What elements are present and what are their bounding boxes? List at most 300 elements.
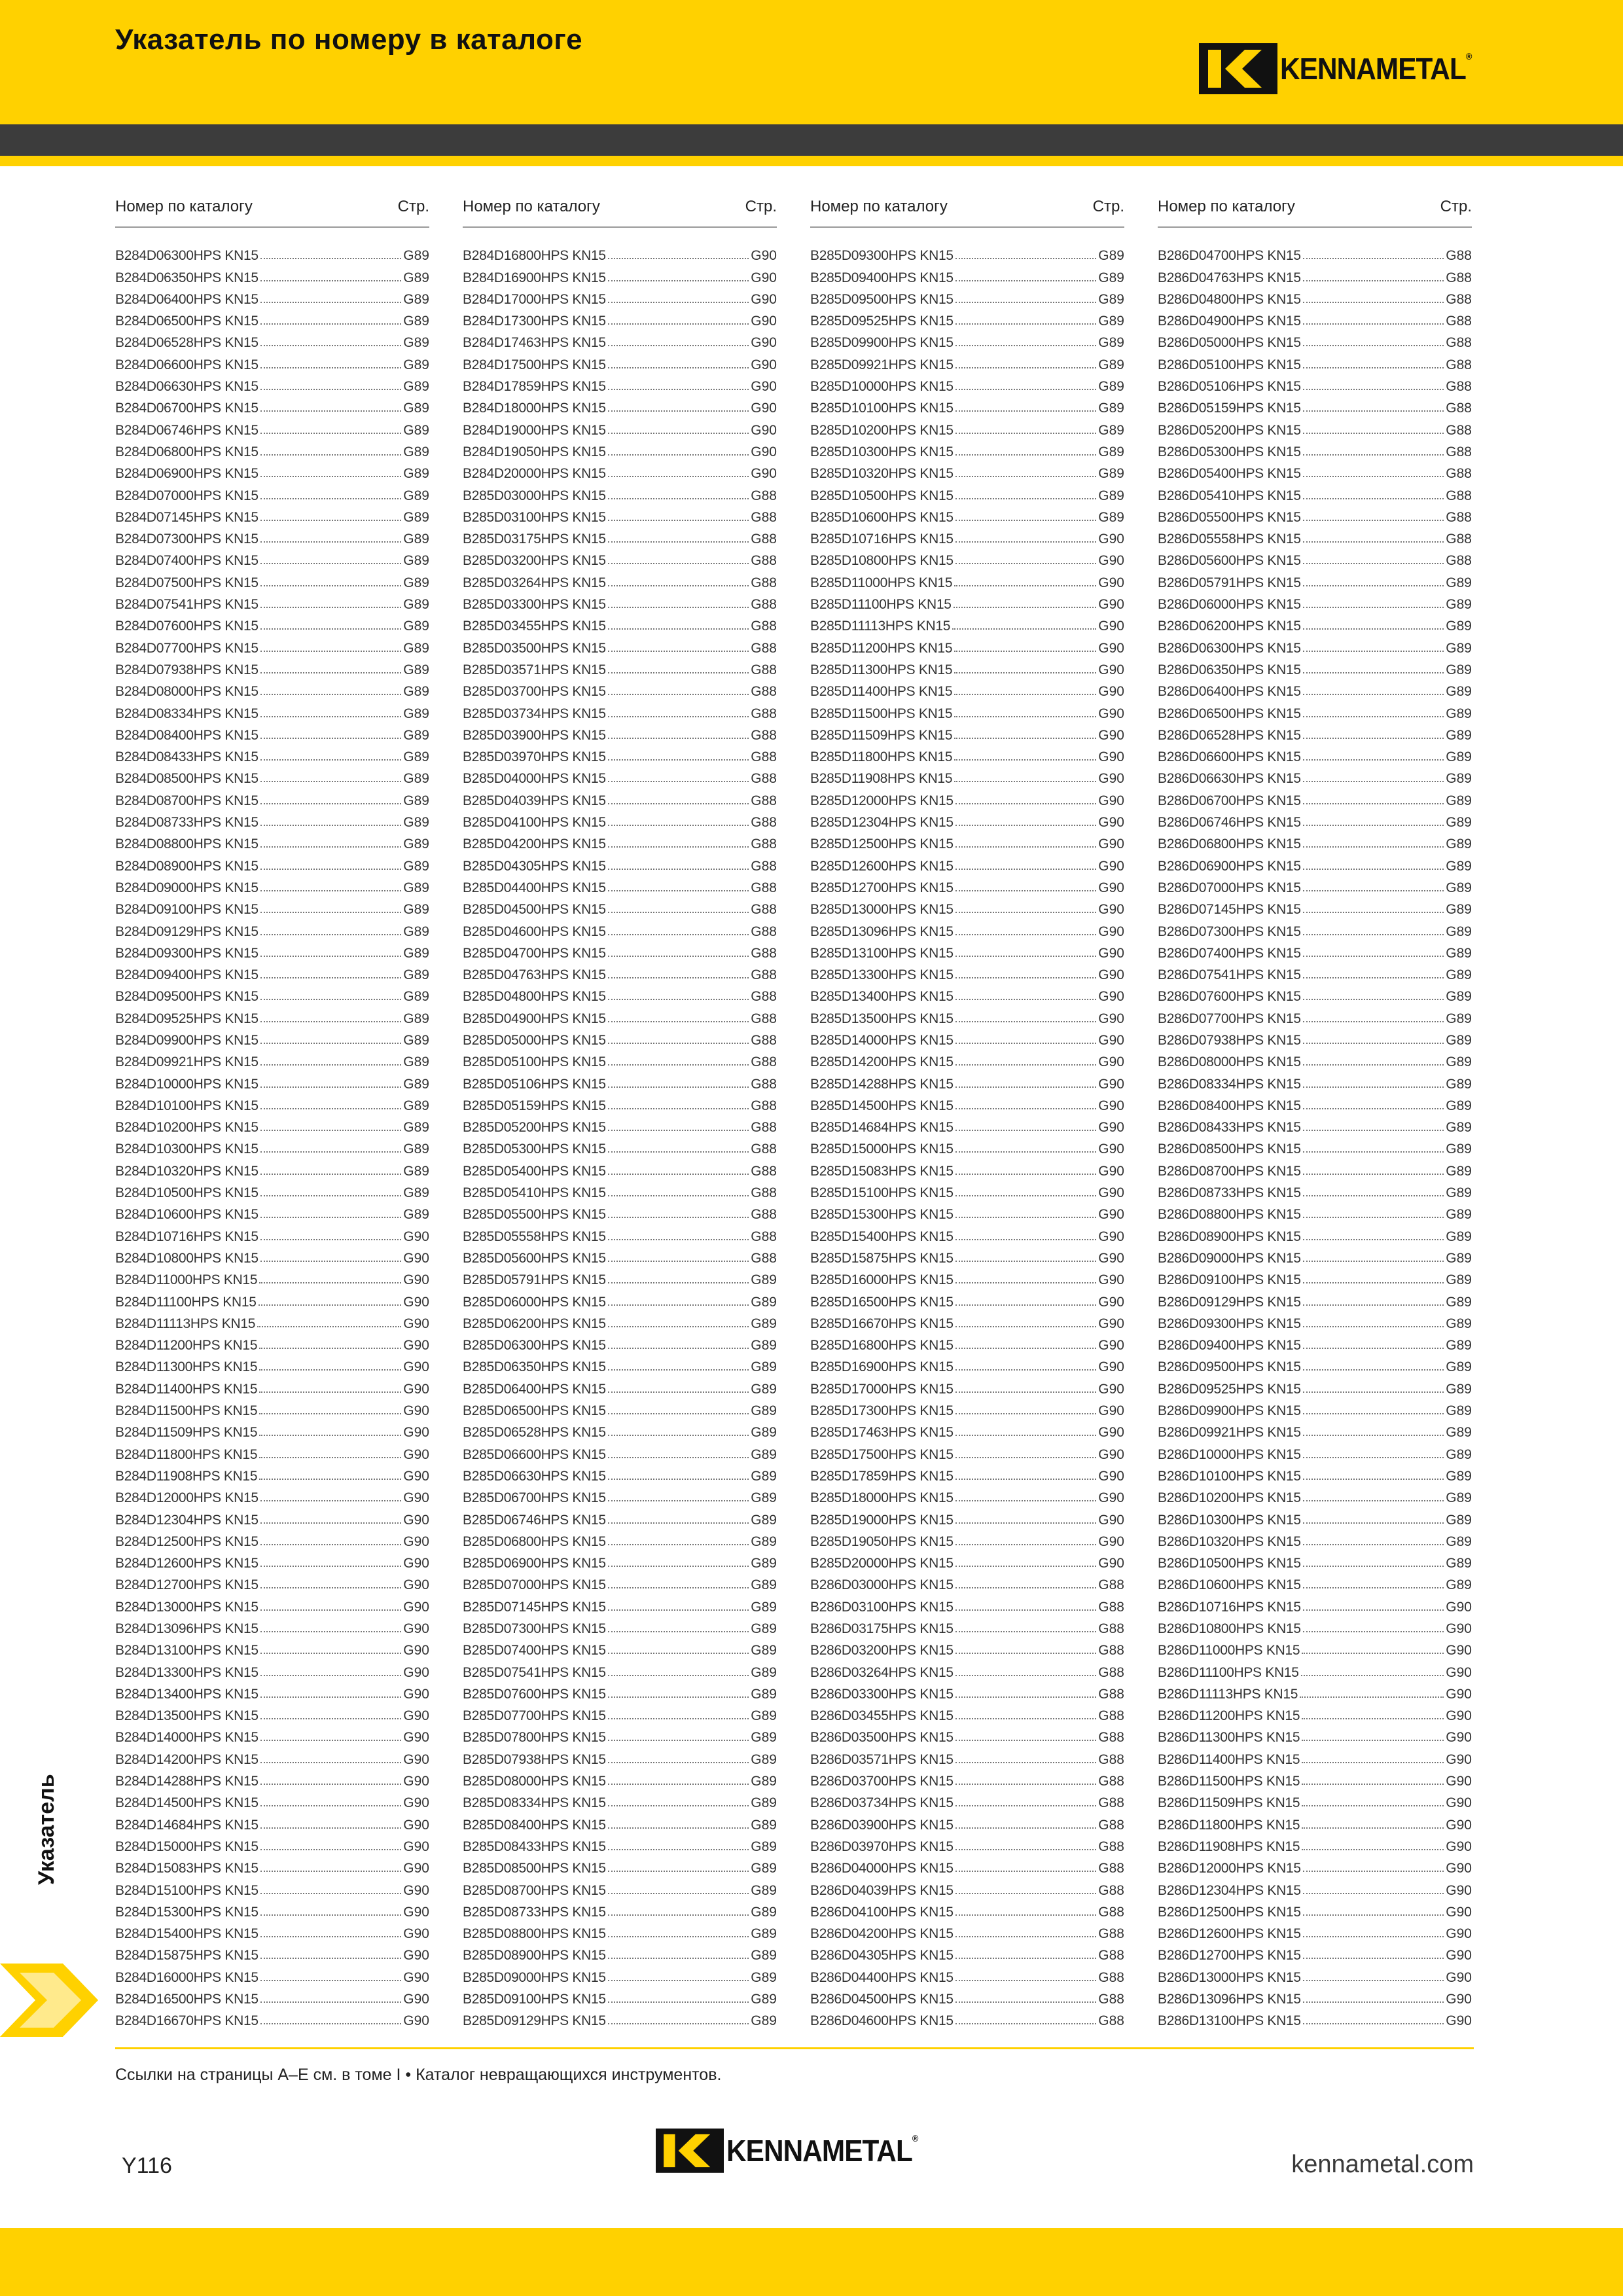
page-reference: G89 (403, 924, 429, 939)
catalog-number: B285D10200HPS KN15 (810, 422, 954, 438)
index-row (810, 634, 1124, 656)
index-row (115, 1637, 429, 1659)
page-reference: G90 (1098, 1446, 1124, 1462)
dot-leader (955, 302, 1097, 303)
dot-leader (608, 1849, 749, 1850)
dot-leader (259, 1479, 401, 1480)
index-row (115, 1484, 429, 1506)
index-row (463, 874, 777, 896)
page-reference: G89 (403, 858, 429, 874)
dot-leader (260, 1871, 402, 1872)
index-row (1158, 722, 1472, 744)
dot-leader (1303, 367, 1444, 368)
index-row (115, 1899, 429, 1920)
catalog-number: B286D07600HPS KN15 (1158, 989, 1301, 1005)
catalog-number: B286D03175HPS KN15 (810, 1621, 954, 1636)
catalog-number: B285D09300HPS KN15 (810, 248, 954, 264)
page-reference: G90 (1098, 597, 1124, 613)
catalog-number: B285D08733HPS KN15 (463, 1904, 606, 1920)
page-reference: G89 (1098, 401, 1124, 416)
catalog-number: B284D10600HPS KN15 (115, 1207, 259, 1223)
page-reference: G88 (751, 967, 777, 983)
catalog-number: B285D16800HPS KN15 (810, 1338, 954, 1354)
catalog-number: B285D03571HPS KN15 (463, 662, 606, 677)
catalog-number: B285D09129HPS KN15 (463, 2013, 606, 2029)
index-row (115, 678, 429, 700)
catalog-number: B284D11908HPS KN15 (115, 1468, 258, 1484)
index-row (1158, 678, 1472, 700)
dot-leader (1303, 759, 1444, 761)
page-reference: G90 (751, 379, 777, 395)
catalog-number: B286D05500HPS KN15 (1158, 509, 1301, 525)
catalog-number: B285D05300HPS KN15 (463, 1141, 606, 1157)
page-reference: G88 (1098, 1861, 1124, 1876)
page-reference: G90 (1098, 989, 1124, 1005)
index-row (810, 1070, 1124, 1092)
catalog-number: B285D08433HPS KN15 (463, 1839, 606, 1854)
catalog-number: B284D13400HPS KN15 (115, 1686, 259, 1702)
page-reference: G89 (1446, 1229, 1472, 1244)
page-reference: G88 (751, 684, 777, 700)
page-reference: G88 (751, 815, 777, 831)
index-row (463, 1049, 777, 1070)
dot-leader (1303, 389, 1444, 390)
index-row (115, 1201, 429, 1223)
catalog-number: B285D05200HPS KN15 (463, 1120, 606, 1136)
index-row (810, 1702, 1124, 1724)
catalog-number: B285D07400HPS KN15 (463, 1643, 606, 1659)
dot-leader (608, 541, 749, 543)
index-row (115, 264, 429, 285)
page-reference: G88 (751, 1207, 777, 1223)
dot-leader (260, 1980, 402, 1981)
page-reference: G88 (751, 553, 777, 569)
page-reference: G89 (1446, 727, 1472, 743)
catalog-number: B286D05558HPS KN15 (1158, 531, 1301, 547)
catalog-number: B285D05100HPS KN15 (463, 1054, 606, 1070)
dot-leader (1303, 1958, 1444, 1959)
index-row (463, 1833, 777, 1855)
dot-leader (1303, 934, 1444, 935)
catalog-number: B285D11509HPS KN15 (810, 727, 953, 743)
index-row (1158, 918, 1472, 939)
catalog-number: B285D05400HPS KN15 (463, 1163, 606, 1179)
index-row (463, 809, 777, 831)
index-row (463, 1070, 777, 1092)
page-reference: G90 (1098, 553, 1124, 569)
dot-leader (1303, 345, 1444, 346)
dot-leader (1302, 1784, 1444, 1785)
page-reference: G90 (1098, 902, 1124, 918)
dot-leader (1303, 1871, 1444, 1872)
page-reference: G89 (751, 1403, 777, 1419)
dot-leader (259, 1413, 401, 1414)
index-row (1158, 286, 1472, 308)
catalog-number: B286D07145HPS KN15 (1158, 902, 1301, 918)
index-row (463, 940, 777, 961)
page-reference: G90 (403, 1774, 429, 1789)
page-reference: G90 (403, 1316, 429, 1331)
page-reference: G90 (1446, 1839, 1472, 1854)
catalog-number: B286D04200HPS KN15 (810, 1926, 954, 1942)
index-row (115, 1986, 429, 2007)
dot-leader (608, 803, 749, 804)
dot-leader (608, 1174, 749, 1175)
index-row (463, 765, 777, 787)
index-row (1158, 242, 1472, 264)
page-reference: G89 (403, 1141, 429, 1157)
dot-leader (1303, 1239, 1444, 1240)
catalog-number: B285D10100HPS KN15 (810, 401, 954, 416)
dot-leader (260, 1631, 402, 1632)
page-reference: G89 (1446, 1141, 1472, 1157)
dot-leader (955, 1369, 1097, 1371)
page-reference: G88 (751, 1032, 777, 1048)
page-reference: G88 (751, 488, 777, 503)
dot-leader (1303, 498, 1444, 499)
catalog-number: B286D04305HPS KN15 (810, 1948, 954, 1964)
catalog-number: B286D08800HPS KN15 (1158, 1207, 1301, 1223)
catalog-number: B286D08000HPS KN15 (1158, 1054, 1301, 1070)
page-reference: G89 (403, 291, 429, 307)
index-row (810, 1789, 1124, 1811)
dot-leader (608, 1348, 749, 1349)
index-row (463, 700, 777, 721)
dot-leader (1303, 2023, 1444, 2024)
index-row (115, 1528, 429, 1550)
dot-leader (1303, 1261, 1444, 1262)
index-row (463, 1136, 777, 1157)
dot-leader (260, 672, 402, 673)
catalog-number: B284D06700HPS KN15 (115, 401, 259, 416)
index-row (463, 852, 777, 874)
dot-leader (955, 934, 1097, 935)
dot-leader (260, 1108, 402, 1109)
dot-leader (955, 1740, 1097, 1741)
catalog-number: B285D04000HPS KN15 (463, 771, 606, 787)
index-row (463, 1354, 777, 1375)
index-row (810, 1942, 1124, 1964)
page-reference: G88 (1446, 509, 1472, 525)
catalog-number: B284D17500HPS KN15 (463, 357, 606, 372)
catalog-number: B284D09100HPS KN15 (115, 902, 259, 918)
index-row (115, 1375, 429, 1397)
index-row (1158, 1005, 1472, 1026)
index-row (810, 831, 1124, 852)
catalog-number: B286D09100HPS KN15 (1158, 1272, 1301, 1288)
page-reference: G88 (751, 706, 777, 721)
catalog-number: B285D09525HPS KN15 (810, 314, 954, 329)
dot-leader (954, 694, 1096, 695)
catalog-number: B285D13400HPS KN15 (810, 989, 954, 1005)
page-reference: G90 (1446, 1621, 1472, 1636)
index-row (115, 1114, 429, 1136)
dot-leader (608, 1021, 749, 1022)
page-reference: G89 (403, 1054, 429, 1070)
index-row (1158, 1157, 1472, 1179)
catalog-number: B285D10320HPS KN15 (810, 466, 954, 482)
dot-leader (608, 1522, 749, 1524)
catalog-number: B284D12500HPS KN15 (115, 1534, 259, 1549)
index-row (463, 1484, 777, 1506)
dot-leader (608, 1587, 749, 1588)
index-row (810, 1811, 1124, 1833)
dot-leader (608, 1980, 749, 1981)
dot-leader (608, 1326, 749, 1327)
page-reference: G89 (403, 509, 429, 525)
catalog-number: B285D12700HPS KN15 (810, 880, 954, 895)
index-row (115, 482, 429, 503)
dot-leader (1303, 651, 1444, 652)
index-row (1158, 1550, 1472, 1571)
dot-leader (1300, 1696, 1444, 1698)
page-reference: G89 (1446, 793, 1472, 808)
dot-leader (260, 585, 402, 586)
dot-leader (260, 1261, 402, 1262)
index-row (810, 1179, 1124, 1201)
page-reference: G88 (751, 836, 777, 852)
catalog-number: B286D07541HPS KN15 (1158, 967, 1301, 983)
dot-leader (608, 1195, 749, 1196)
page-reference: G88 (1098, 1708, 1124, 1724)
index-row (463, 439, 777, 460)
index-row (463, 831, 777, 852)
dot-leader (1303, 956, 1444, 957)
catalog-number: B285D08900HPS KN15 (463, 1948, 606, 1964)
catalog-number: B285D10000HPS KN15 (810, 379, 954, 395)
catalog-number: B285D15083HPS KN15 (810, 1163, 954, 1179)
catalog-number: B284D09500HPS KN15 (115, 989, 259, 1005)
page-reference: G89 (403, 793, 429, 808)
dot-leader (608, 977, 749, 978)
catalog-number: B285D08400HPS KN15 (463, 1817, 606, 1833)
catalog-number: B285D15100HPS KN15 (810, 1185, 954, 1201)
dot-leader (260, 1740, 402, 1741)
page-reference: G90 (403, 1381, 429, 1397)
index-row (115, 1615, 429, 1637)
page-reference: G88 (1446, 335, 1472, 351)
dot-leader (608, 1282, 749, 1283)
page-reference: G89 (1446, 815, 1472, 831)
dot-leader (608, 498, 749, 499)
dot-leader (954, 738, 1096, 739)
page-reference: G89 (1446, 1359, 1472, 1375)
page-reference: G90 (1446, 1861, 1472, 1876)
dot-leader (1302, 1740, 1444, 1741)
dot-leader (955, 1566, 1097, 1567)
page-reference: G89 (1446, 1403, 1472, 1419)
dot-leader (954, 607, 1097, 608)
page-reference: G88 (1446, 553, 1472, 569)
page-reference: G89 (751, 1512, 777, 1528)
dot-leader (955, 1282, 1097, 1283)
dot-leader (608, 1740, 749, 1741)
catalog-number: B285D16670HPS KN15 (810, 1316, 954, 1331)
catalog-number: B284D09921HPS KN15 (115, 1054, 259, 1070)
dot-leader (955, 1762, 1097, 1763)
catalog-number: B285D06200HPS KN15 (463, 1316, 606, 1331)
page-reference: G90 (1098, 1359, 1124, 1375)
page-reference: G89 (1446, 1163, 1472, 1179)
page-reference: G89 (1446, 1381, 1472, 1397)
catalog-number: B286D07938HPS KN15 (1158, 1032, 1301, 1048)
dot-leader (1303, 302, 1444, 303)
page-reference: G89 (403, 1032, 429, 1048)
catalog-number: B285D05791HPS KN15 (463, 1272, 606, 1288)
catalog-number: B285D10300HPS KN15 (810, 444, 954, 459)
catalog-number: B286D11800HPS KN15 (1158, 1817, 1300, 1833)
dot-leader (608, 607, 749, 608)
dot-leader (260, 1566, 402, 1567)
page-reference: G90 (1098, 706, 1124, 721)
page-reference: G90 (1098, 858, 1124, 874)
catalog-number: B285D17000HPS KN15 (810, 1381, 954, 1397)
header-dark-band (0, 124, 1623, 156)
dot-leader (608, 869, 749, 870)
page-reference: G90 (1098, 1185, 1124, 1201)
dot-leader (608, 1239, 749, 1240)
catalog-number: B286D07700HPS KN15 (1158, 1011, 1301, 1026)
dot-leader (608, 454, 749, 456)
index-row (463, 1986, 777, 2007)
page-reference: G89 (751, 1534, 777, 1549)
dot-leader (260, 323, 402, 325)
index-row (1158, 1179, 1472, 1201)
dot-leader (1303, 541, 1444, 543)
dot-leader (608, 1631, 749, 1632)
dot-leader (955, 1914, 1097, 1916)
dot-leader (608, 912, 749, 913)
page-reference: G89 (1446, 836, 1472, 852)
page-reference: G89 (403, 945, 429, 961)
dot-leader (260, 1021, 402, 1022)
page-reference: G90 (403, 1926, 429, 1942)
catalog-number: B286D11400HPS KN15 (1158, 1751, 1300, 1767)
dot-leader (954, 781, 1096, 782)
website-link[interactable]: kennametal.com (1291, 2151, 1474, 2178)
dot-leader (260, 258, 402, 259)
catalog-number: B284D08334HPS KN15 (115, 706, 259, 721)
page-reference: G89 (1446, 902, 1472, 918)
dot-leader (260, 738, 402, 739)
catalog-number: B284D19000HPS KN15 (463, 422, 606, 438)
page-reference: G89 (751, 1882, 777, 1898)
index-row (463, 264, 777, 285)
index-row (463, 416, 777, 438)
page-reference: G90 (751, 291, 777, 307)
dot-leader (260, 345, 402, 346)
index-row (810, 1528, 1124, 1550)
catalog-number: B284D12304HPS KN15 (115, 1512, 259, 1528)
dot-leader (260, 1675, 402, 1676)
index-row (810, 1397, 1124, 1419)
catalog-number: B285D15400HPS KN15 (810, 1229, 954, 1244)
catalog-number: B284D14500HPS KN15 (115, 1795, 259, 1811)
page-reference: G89 (1446, 945, 1472, 961)
dot-leader (608, 1435, 749, 1436)
dot-leader (955, 1696, 1097, 1698)
dot-leader (260, 1958, 402, 1959)
dot-leader (955, 258, 1097, 259)
column-header-number: Номер по каталогу (115, 198, 253, 215)
dot-leader (1302, 1827, 1444, 1829)
dot-leader (608, 585, 749, 586)
dot-leader (1302, 1805, 1444, 1806)
index-row (1158, 765, 1472, 787)
dot-leader (260, 1784, 402, 1785)
dot-leader (1303, 1500, 1444, 1501)
catalog-number: B286D09900HPS KN15 (1158, 1403, 1301, 1419)
index-row (810, 809, 1124, 831)
index-row (1158, 1310, 1472, 1332)
catalog-number: B284D16900HPS KN15 (463, 270, 606, 285)
catalog-number: B286D03700HPS KN15 (810, 1774, 954, 1789)
dot-leader (955, 1500, 1097, 1501)
page-reference: G89 (751, 1643, 777, 1659)
dot-leader (1303, 1086, 1444, 1088)
catalog-number: B284D10500HPS KN15 (115, 1185, 259, 1201)
page-reference: G88 (1098, 1992, 1124, 2007)
page-reference: G89 (403, 619, 429, 634)
dot-leader (1302, 1653, 1444, 1654)
index-row (810, 1463, 1124, 1484)
catalog-number: B284D16000HPS KN15 (115, 1969, 259, 1985)
index-row (810, 1027, 1124, 1049)
catalog-number: B285D08800HPS KN15 (463, 1926, 606, 1942)
index-row (463, 1201, 777, 1223)
page-reference: G89 (751, 1817, 777, 1833)
page-reference: G90 (403, 1904, 429, 1920)
dot-leader (260, 977, 402, 978)
index-row (1158, 1724, 1472, 1746)
page-reference: G90 (1446, 1774, 1472, 1789)
dot-leader (955, 1784, 1097, 1785)
index-row (463, 1768, 777, 1789)
page-reference: G88 (1098, 1839, 1124, 1854)
index-row (463, 1855, 777, 1876)
dot-leader (608, 890, 749, 891)
dot-leader (955, 1413, 1097, 1414)
index-row (810, 1615, 1124, 1637)
index-row (810, 1005, 1124, 1026)
page-reference: G89 (403, 575, 429, 590)
page-reference: G90 (1098, 1250, 1124, 1266)
page-reference: G88 (1098, 1577, 1124, 1593)
page-reference: G89 (1446, 1556, 1472, 1571)
page-reference: G90 (1098, 1141, 1124, 1157)
dot-leader (955, 956, 1097, 957)
page-reference: G90 (403, 1730, 429, 1746)
dot-leader (1303, 1282, 1444, 1283)
page-reference: G88 (1098, 2013, 1124, 2029)
dot-leader (955, 1435, 1097, 1436)
page-reference: G88 (1446, 401, 1472, 416)
catalog-number: B286D06900HPS KN15 (1158, 858, 1301, 874)
index-row (463, 1441, 777, 1462)
dot-leader (608, 738, 749, 739)
page-reference: G89 (403, 902, 429, 918)
page-reference: G88 (1098, 1686, 1124, 1702)
index-row (810, 1659, 1124, 1680)
page-reference: G89 (1446, 1468, 1472, 1484)
catalog-number: B286D11000HPS KN15 (1158, 1643, 1300, 1659)
catalog-number: B286D03000HPS KN15 (810, 1577, 954, 1593)
page-reference: G90 (1446, 1686, 1472, 1702)
catalog-number: B285D11000HPS KN15 (810, 575, 953, 590)
catalog-number: B285D09900HPS KN15 (810, 335, 954, 351)
dot-leader (260, 999, 402, 1000)
dot-leader (1303, 781, 1444, 782)
